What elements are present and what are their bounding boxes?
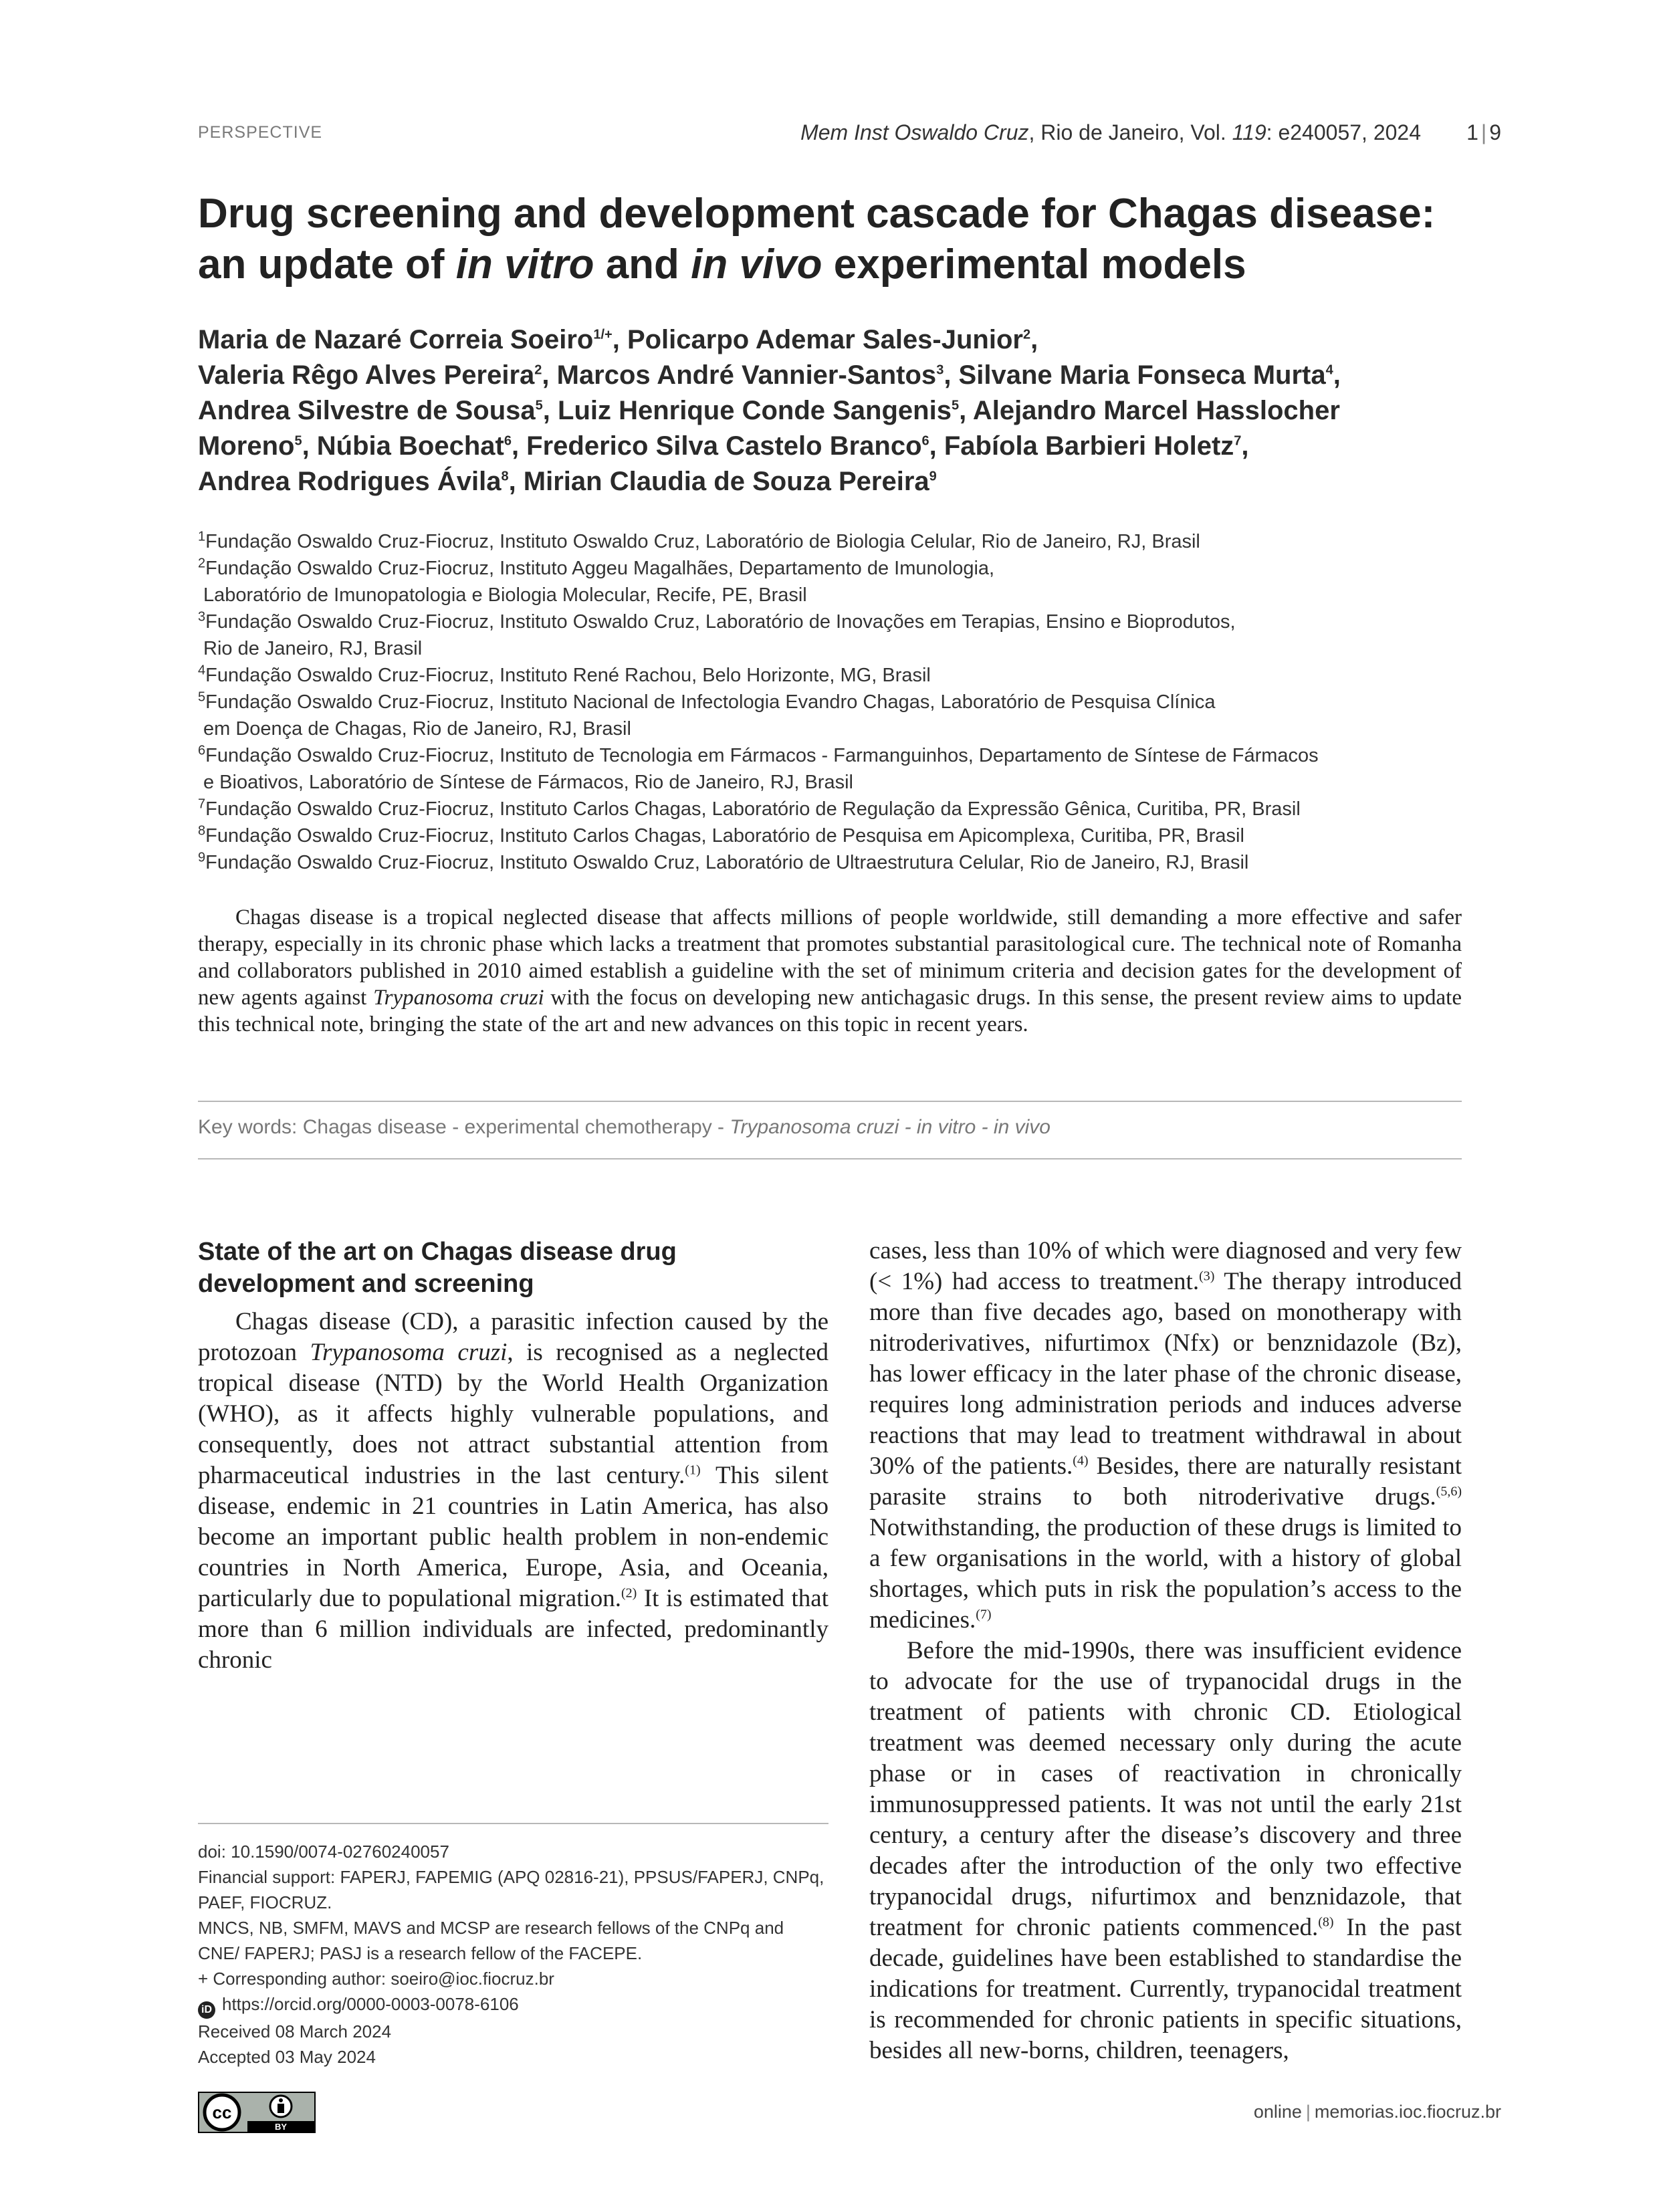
affiliation-number: 1 bbox=[198, 529, 206, 544]
affiliation-text: Fundação Oswaldo Cruz-Fiocruz, Instituto Oswaldo Cruz, Laboratório de Inovações em Terapias, Ensino e Bioprodutos, bbox=[205, 611, 1236, 633]
title-text: experimental models bbox=[822, 241, 1246, 288]
svg-text:BY: BY bbox=[274, 2122, 288, 2132]
body-column-right bbox=[869, 1236, 1462, 2066]
body-column-left bbox=[198, 1236, 828, 1676]
author-name: Maria de Nazaré Correia Soeiro bbox=[198, 325, 594, 354]
keywords-rule-top bbox=[198, 1101, 1462, 1102]
author-affil-sup: 3 bbox=[936, 362, 944, 378]
received-date: Received 08 March 2024 bbox=[198, 2021, 392, 2041]
site-footer bbox=[1254, 2102, 1501, 2122]
affiliation-text: Fundação Oswaldo Cruz-Fiocruz, Instituto Nacional de Infectologia Evandro Chagas, Laboratório de Pesquisa Clínica bbox=[205, 691, 1216, 713]
citation: (7) bbox=[976, 1607, 992, 1622]
affiliation-text: Laboratório de Imunopatologia e Biologia Molecular, Recife, PE, Brasil bbox=[203, 584, 807, 606]
body-paragraph-2 bbox=[869, 1236, 1462, 1636]
author-sep: , bbox=[1333, 360, 1341, 390]
page-separator: | bbox=[1480, 120, 1487, 144]
author-affil-sup: 6 bbox=[921, 433, 929, 449]
author-name: , Mirian Claudia de Souza Pereira bbox=[508, 467, 929, 496]
author-affil-sup: 5 bbox=[294, 433, 302, 449]
author-name: , Fabíola Barbieri Holetz bbox=[929, 431, 1234, 461]
affiliation-text: Fundação Oswaldo Cruz-Fiocruz, Instituto Carlos Chagas, Laboratório de Regulação da Expressão Gênica, Curitiba, PR, Brasil bbox=[205, 798, 1301, 820]
affiliation-number: 9 bbox=[198, 850, 206, 865]
affiliation-number: 2 bbox=[198, 556, 206, 571]
affiliation-number: 5 bbox=[198, 689, 206, 705]
running-head bbox=[800, 120, 1421, 145]
author-affil-sup: 4 bbox=[1325, 362, 1333, 378]
affiliation-9 bbox=[198, 849, 1509, 876]
footnote-rule bbox=[198, 1823, 828, 1824]
author-sep: , bbox=[1241, 431, 1249, 461]
affiliation-6-cont bbox=[198, 769, 1509, 796]
corresponding-author[interactable]: + Corresponding author: soeiro@ioc.fiocruz.br bbox=[198, 1969, 554, 1989]
keywords-italic: Trypanosoma cruzi - in vitro - in vivo bbox=[730, 1116, 1050, 1138]
affiliation-text: em Doença de Chagas, Rio de Janeiro, RJ, Brasil bbox=[203, 718, 631, 740]
body-text: It is estimated that more than 6 million individuals are infected, predominantly chronic bbox=[198, 1585, 828, 1674]
affiliation-2-cont bbox=[198, 582, 1509, 609]
title-italic: in vitro bbox=[455, 241, 594, 288]
affiliation-7 bbox=[198, 796, 1509, 822]
title-text: an update of bbox=[198, 241, 456, 288]
body-text: Chagas disease (CD), a parasitic infection caused by the protozoan bbox=[198, 1308, 828, 1366]
author-name: , Silvane Maria Fonseca Murta bbox=[944, 360, 1326, 390]
affiliation-5 bbox=[198, 689, 1509, 715]
author-name: , Núbia Boechat bbox=[302, 431, 504, 461]
keywords-text: Key words: Chagas disease - experimental chemotherapy - bbox=[198, 1116, 730, 1138]
journal-place: , Rio de Janeiro, Vol. bbox=[1028, 120, 1232, 144]
doi[interactable]: doi: 10.1590/0074-02760240057 bbox=[198, 1842, 449, 1862]
body-text: In the past decade, guidelines have been established to standardise the indications for treatment. Currently, trypanocidal treatment is recommended for chronic patients in specific situations, besides all new-borns, children, teenagers, bbox=[869, 1914, 1462, 2064]
affiliation-text: e Bioativos, Laboratório de Síntese de Fármacos, Rio de Janeiro, RJ, Brasil bbox=[203, 772, 853, 793]
journal-name: Mem Inst Oswaldo Cruz bbox=[800, 120, 1029, 144]
author-name: , Marcos André Vannier-Santos bbox=[542, 360, 937, 390]
body-italic: Trypanosoma cruzi bbox=[310, 1339, 508, 1366]
title-italic: in vivo bbox=[691, 241, 822, 288]
body-text: cases, less than 10% of which were diagnosed and very few (< 1%) had access to treatment. bbox=[869, 1237, 1462, 1295]
affiliation-text: Fundação Oswaldo Cruz-Fiocruz, Instituto René Rachou, Belo Horizonte, MG, Brasil bbox=[205, 665, 931, 686]
affiliation-text: Rio de Janeiro, RJ, Brasil bbox=[203, 638, 423, 659]
body-text: The therapy introduced more than five decades ago, based on monotherapy with nitroderivatives, nifurtimox (Nfx) or benznidazole (Bz), has lower efficacy in the later phase of the chronic disease, requires long administration periods and induces adverse reactions that may lead to treatment withdrawal in about 30% of the patients. bbox=[869, 1268, 1462, 1480]
citation: (2) bbox=[621, 1585, 637, 1601]
body-text: Notwithstanding, the production of these drugs is limited to a few organisations in the world, with a history of global shortages, which puts in risk the population’s access to the medicines. bbox=[869, 1514, 1462, 1634]
title-text: and bbox=[594, 241, 691, 288]
body-paragraph-3 bbox=[869, 1636, 1462, 2066]
author-affil-sup: 8 bbox=[501, 469, 509, 484]
footnotes bbox=[198, 1839, 828, 2070]
orcid-line[interactable] bbox=[198, 1991, 828, 2019]
affiliations bbox=[198, 528, 1509, 876]
affiliation-text: Fundação Oswaldo Cruz-Fiocruz, Instituto Oswaldo Cruz, Laboratório de Ultraestrutura Celular, Rio de Janeiro, RJ, Brasil bbox=[205, 852, 1249, 873]
citation: (8) bbox=[1318, 1914, 1334, 1930]
affiliation-2 bbox=[198, 555, 1509, 582]
footer-site-link[interactable]: memorias.ioc.fiocruz.br bbox=[1314, 2102, 1501, 2122]
section-heading: State of the art on Chagas disease drug development and screening bbox=[198, 1238, 677, 1298]
author-name: , Policarpo Ademar Sales-Junior bbox=[612, 325, 1023, 354]
author-name: , Frederico Silva Castelo Branco bbox=[511, 431, 922, 461]
citation: (3) bbox=[1199, 1268, 1215, 1284]
page-total: 9 bbox=[1489, 120, 1501, 144]
title-line-1: Drug screening and development cascade for Chagas disease: bbox=[198, 191, 1436, 237]
author-name: Andrea Silvestre de Sousa bbox=[198, 396, 536, 425]
author-affil-sup: 9 bbox=[929, 469, 937, 484]
author-affil-sup: 7 bbox=[1234, 433, 1242, 449]
body-text: Besides, there are naturally resistant parasite strains to both nitroderivative drugs. bbox=[869, 1452, 1462, 1511]
journal-volume: 119 bbox=[1232, 120, 1266, 144]
author-name: Valeria Rêgo Alves Pereira bbox=[198, 360, 535, 390]
body-paragraph-1 bbox=[198, 1307, 828, 1676]
affiliation-text: Fundação Oswaldo Cruz-Fiocruz, Instituto Aggeu Magalhães, Departamento de Imunologia, bbox=[205, 558, 995, 579]
body-text: , is recognised as a neglected tropical disease (NTD) by the World Health Organization (WHO), as it affects highly vulnerable populations, and consequently, does not attract substantial attention from pharmaceutical industries in the last century. bbox=[198, 1339, 828, 1489]
affiliation-3 bbox=[198, 609, 1509, 635]
author-affil-sup: 2 bbox=[534, 362, 542, 378]
abstract bbox=[198, 904, 1462, 1038]
body-text: This silent disease, endemic in 21 countries in Latin America, has also become an important public health problem in non-endemic countries in North America, Europe, Asia, and Oceania, particularly due to populational migration. bbox=[198, 1462, 828, 1612]
article-id: : e240057, 2024 bbox=[1266, 120, 1421, 144]
research-fellows: MNCS, NB, SMFM, MAVS and MCSP are research fellows of the CNPq and CNE/ FAPERJ; PASJ is a research fellow of the FACEPE. bbox=[198, 1918, 784, 1963]
financial-support: Financial support: FAPERJ, FAPEMIG (APQ 02816-21), PPSUS/FAPERJ, CNPq, PAEF, FIOCRUZ. bbox=[198, 1867, 824, 1912]
affiliation-number: 7 bbox=[198, 796, 206, 812]
cc-by-license-icon[interactable] bbox=[198, 2092, 316, 2133]
author-name: , Luiz Henrique Conde Sangenis bbox=[542, 396, 952, 425]
affiliation-number: 4 bbox=[198, 663, 206, 678]
page-number bbox=[1466, 120, 1501, 145]
affiliation-8 bbox=[198, 822, 1509, 849]
author-affil-sup: 2 bbox=[1022, 327, 1031, 342]
abstract-italic: Trypanosoma cruzi bbox=[373, 986, 544, 1010]
author-affil-sup: 5 bbox=[535, 398, 543, 413]
citation: (1) bbox=[685, 1462, 701, 1478]
affiliation-number: 8 bbox=[198, 823, 206, 839]
author-sep: , bbox=[1030, 325, 1038, 354]
citation: (5,6) bbox=[1436, 1484, 1462, 1499]
affiliation-6 bbox=[198, 742, 1509, 769]
section-label: PERSPECTIVE bbox=[198, 123, 323, 142]
affiliation-5-cont bbox=[198, 715, 1509, 742]
keywords-rule-bottom bbox=[198, 1158, 1462, 1159]
author-name: Moreno bbox=[198, 431, 295, 461]
author-affil-sup: 6 bbox=[504, 433, 512, 449]
affiliation-text: Fundação Oswaldo Cruz-Fiocruz, Instituto Oswaldo Cruz, Laboratório de Biologia Celular, Rio de Janeiro, RJ, Brasil bbox=[205, 531, 1200, 552]
author-affil-sup: 5 bbox=[951, 398, 960, 413]
footer-separator: | bbox=[1305, 2102, 1311, 2122]
page-current: 1 bbox=[1466, 120, 1478, 144]
affiliation-number: 3 bbox=[198, 609, 206, 625]
affiliation-number: 6 bbox=[198, 743, 206, 758]
author-name: Andrea Rodrigues Ávila bbox=[198, 467, 502, 496]
footer-online: online bbox=[1253, 2102, 1302, 2122]
author-affil-sup: 1/+ bbox=[593, 327, 613, 342]
article-title bbox=[198, 189, 1468, 290]
orcid-icon: iD bbox=[198, 2001, 215, 2019]
keywords bbox=[198, 1116, 1050, 1139]
orcid-link[interactable]: https://orcid.org/0000-0003-0078-6106 bbox=[222, 1994, 519, 2014]
affiliation-1 bbox=[198, 528, 1509, 555]
affiliation-text: Fundação Oswaldo Cruz-Fiocruz, Instituto de Tecnologia em Fármacos - Farmanguinhos, Departamento de Síntese de Fármacos bbox=[205, 745, 1319, 766]
author-list bbox=[198, 322, 1482, 500]
affiliation-4 bbox=[198, 662, 1509, 689]
abstract-text: Chagas disease is a tropical neglected disease that affects millions of people worldwide, still demanding a more effective and safer therapy, especially in its chronic phase which lacks a treatment that promotes substantial parasitological cure. The technical note of Romanha and collaborators published in 2010 aimed establish a guideline with the set of minimum criteria and decision gates for the development of new agents against bbox=[198, 905, 1462, 1010]
author-name: , Alejandro Marcel Hasslocher bbox=[959, 396, 1340, 425]
affiliation-text: Fundação Oswaldo Cruz-Fiocruz, Instituto Carlos Chagas, Laboratório de Pesquisa em Apicomplexa, Curitiba, PR, Brasil bbox=[205, 825, 1244, 847]
svg-text:cc: cc bbox=[212, 2102, 232, 2122]
citation: (4) bbox=[1073, 1453, 1089, 1468]
accepted-date: Accepted 03 May 2024 bbox=[198, 2047, 376, 2067]
abstract-text: with the focus on developing new antichagasic drugs. In this sense, the present review aims to update this technical note, bringing the state of the art and new advances on this topic in recent years. bbox=[198, 986, 1462, 1036]
affiliation-3-cont bbox=[198, 635, 1509, 662]
body-text: Before the mid-1990s, there was insufficient evidence to advocate for the use of trypanocidal drugs in the treatment of patients with chronic CD. Etiological treatment was deemed necessary only during the acute phase or in cases of reactivation in chronically immunosuppressed patients. It was not until the early 21st century, a century after the disease’s discovery and three decades after the introduction of the only two effective trypanocidal drugs, nifurtimox and benznidazole, that treatment for chronic patients commenced. bbox=[869, 1637, 1462, 1941]
